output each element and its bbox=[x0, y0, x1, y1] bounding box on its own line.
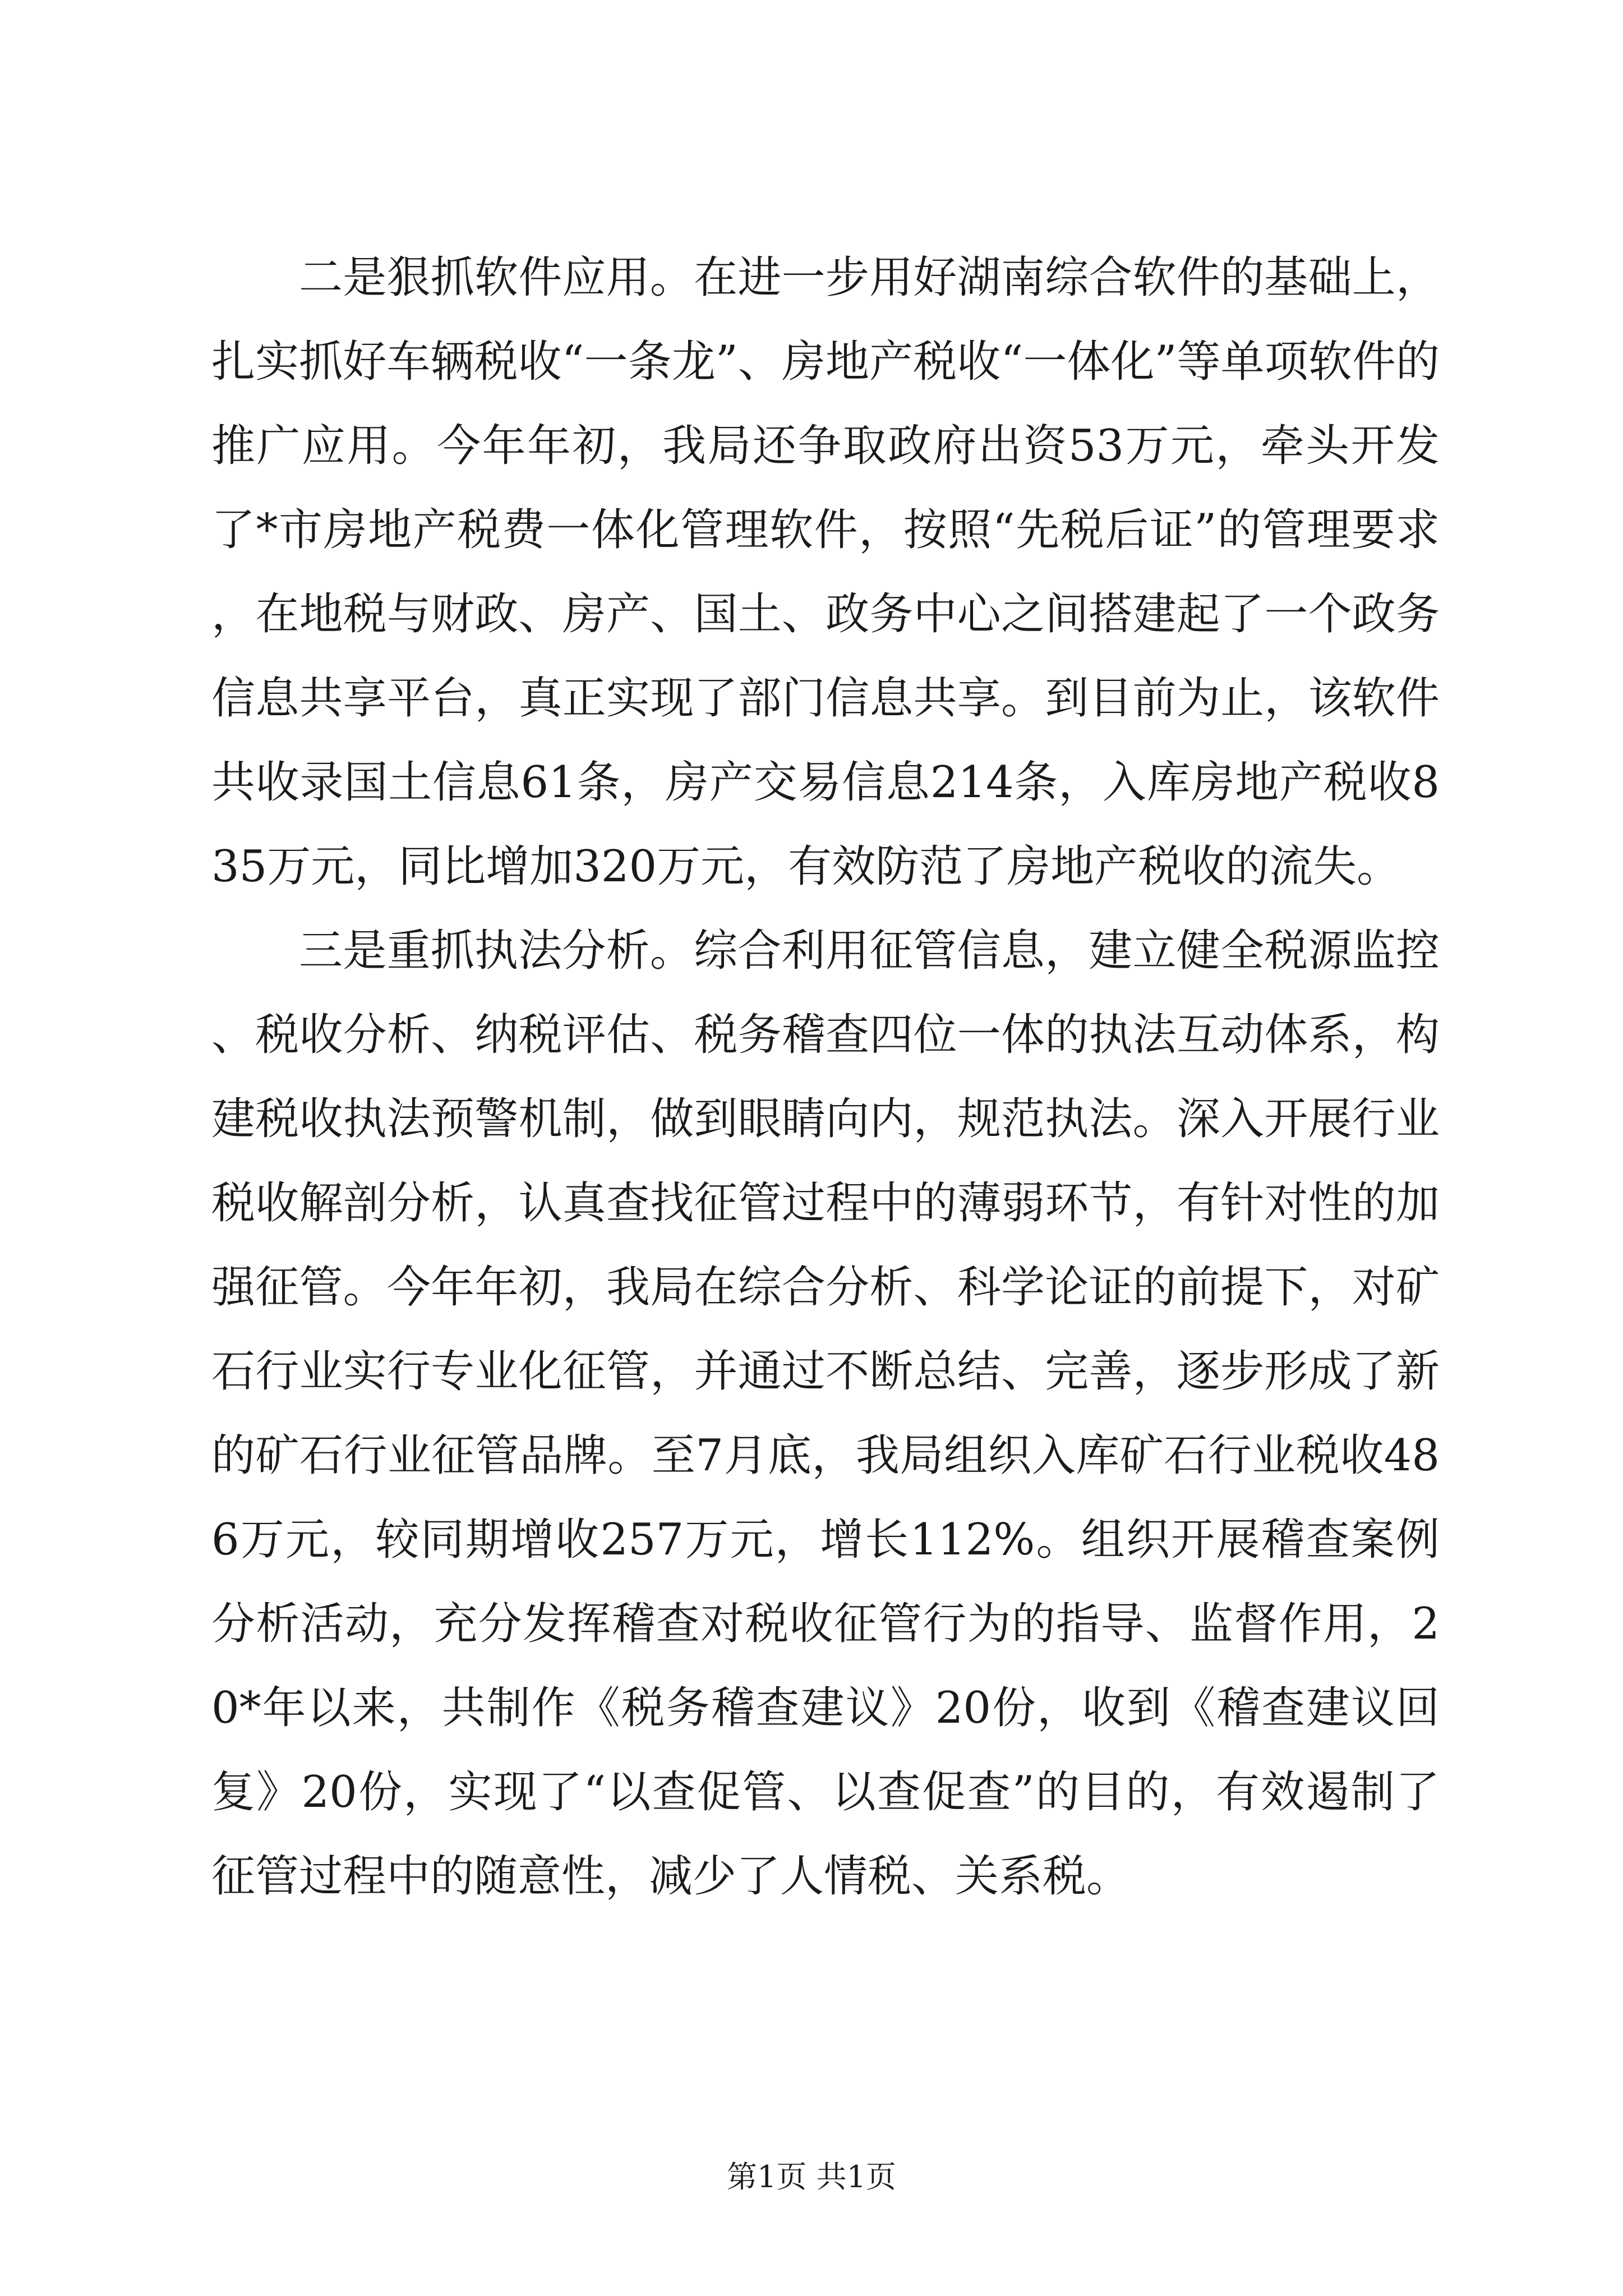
page-number-footer: 第1页 共1页 bbox=[727, 2159, 896, 2194]
paragraph-software-application: 二是狠抓软件应用。在进一步用好湖南综合软件的基础上，扎实抓好车辆税收“一条龙”、房地产税收“一体化”等单项软件的推广应用。今年年初，我局还争取政府出资53万元，牵头开发了*市房地产税费一体化管理软件，按照“先税后证”的管理要求，在地税与财政、房产、国土、政务中心之间搭建起了一个政务信息共享平台，真正实现了部门信息共享。到目前为止，该软件共收录国土信息61条，房产交易信息214条，入库房地产税收835万元，同比增加320万元，有效防范了房地产税收的流失。 bbox=[211, 252, 1440, 892]
paragraph-enforcement-analysis: 三是重抓执法分析。综合利用征管信息，建立健全税源监控、税收分析、纳税评估、税务稽查四位一体的执法互动体系，构建税收执法预警机制，做到眼睛向内，规范执法。深入开展行业税收解剖分析，认真查找征管过程中的薄弱环节，有针对性的加强征管。今年年初，我局在综合分析、科学论证的前提下，对矿石行业实行专业化征管，并通过不断总结、完善，逐步形成了新的矿石行业征管品牌。至7月底，我局组织入库矿石行业税收486万元，较同期增收257万元，增长112%。组织开展稽查案例分析活动，充分发挥稽查对税收征管行为的指导、监督作用，20*年以来，共制作《税务稽查建议》20份，收到《稽查建议回复》20份，实现了“以查促管、以查促查”的目的，有效遏制了征管过程中的随意性，减少了人情税、关系税。 bbox=[211, 926, 1440, 1902]
document-body bbox=[211, 236, 1440, 1918]
